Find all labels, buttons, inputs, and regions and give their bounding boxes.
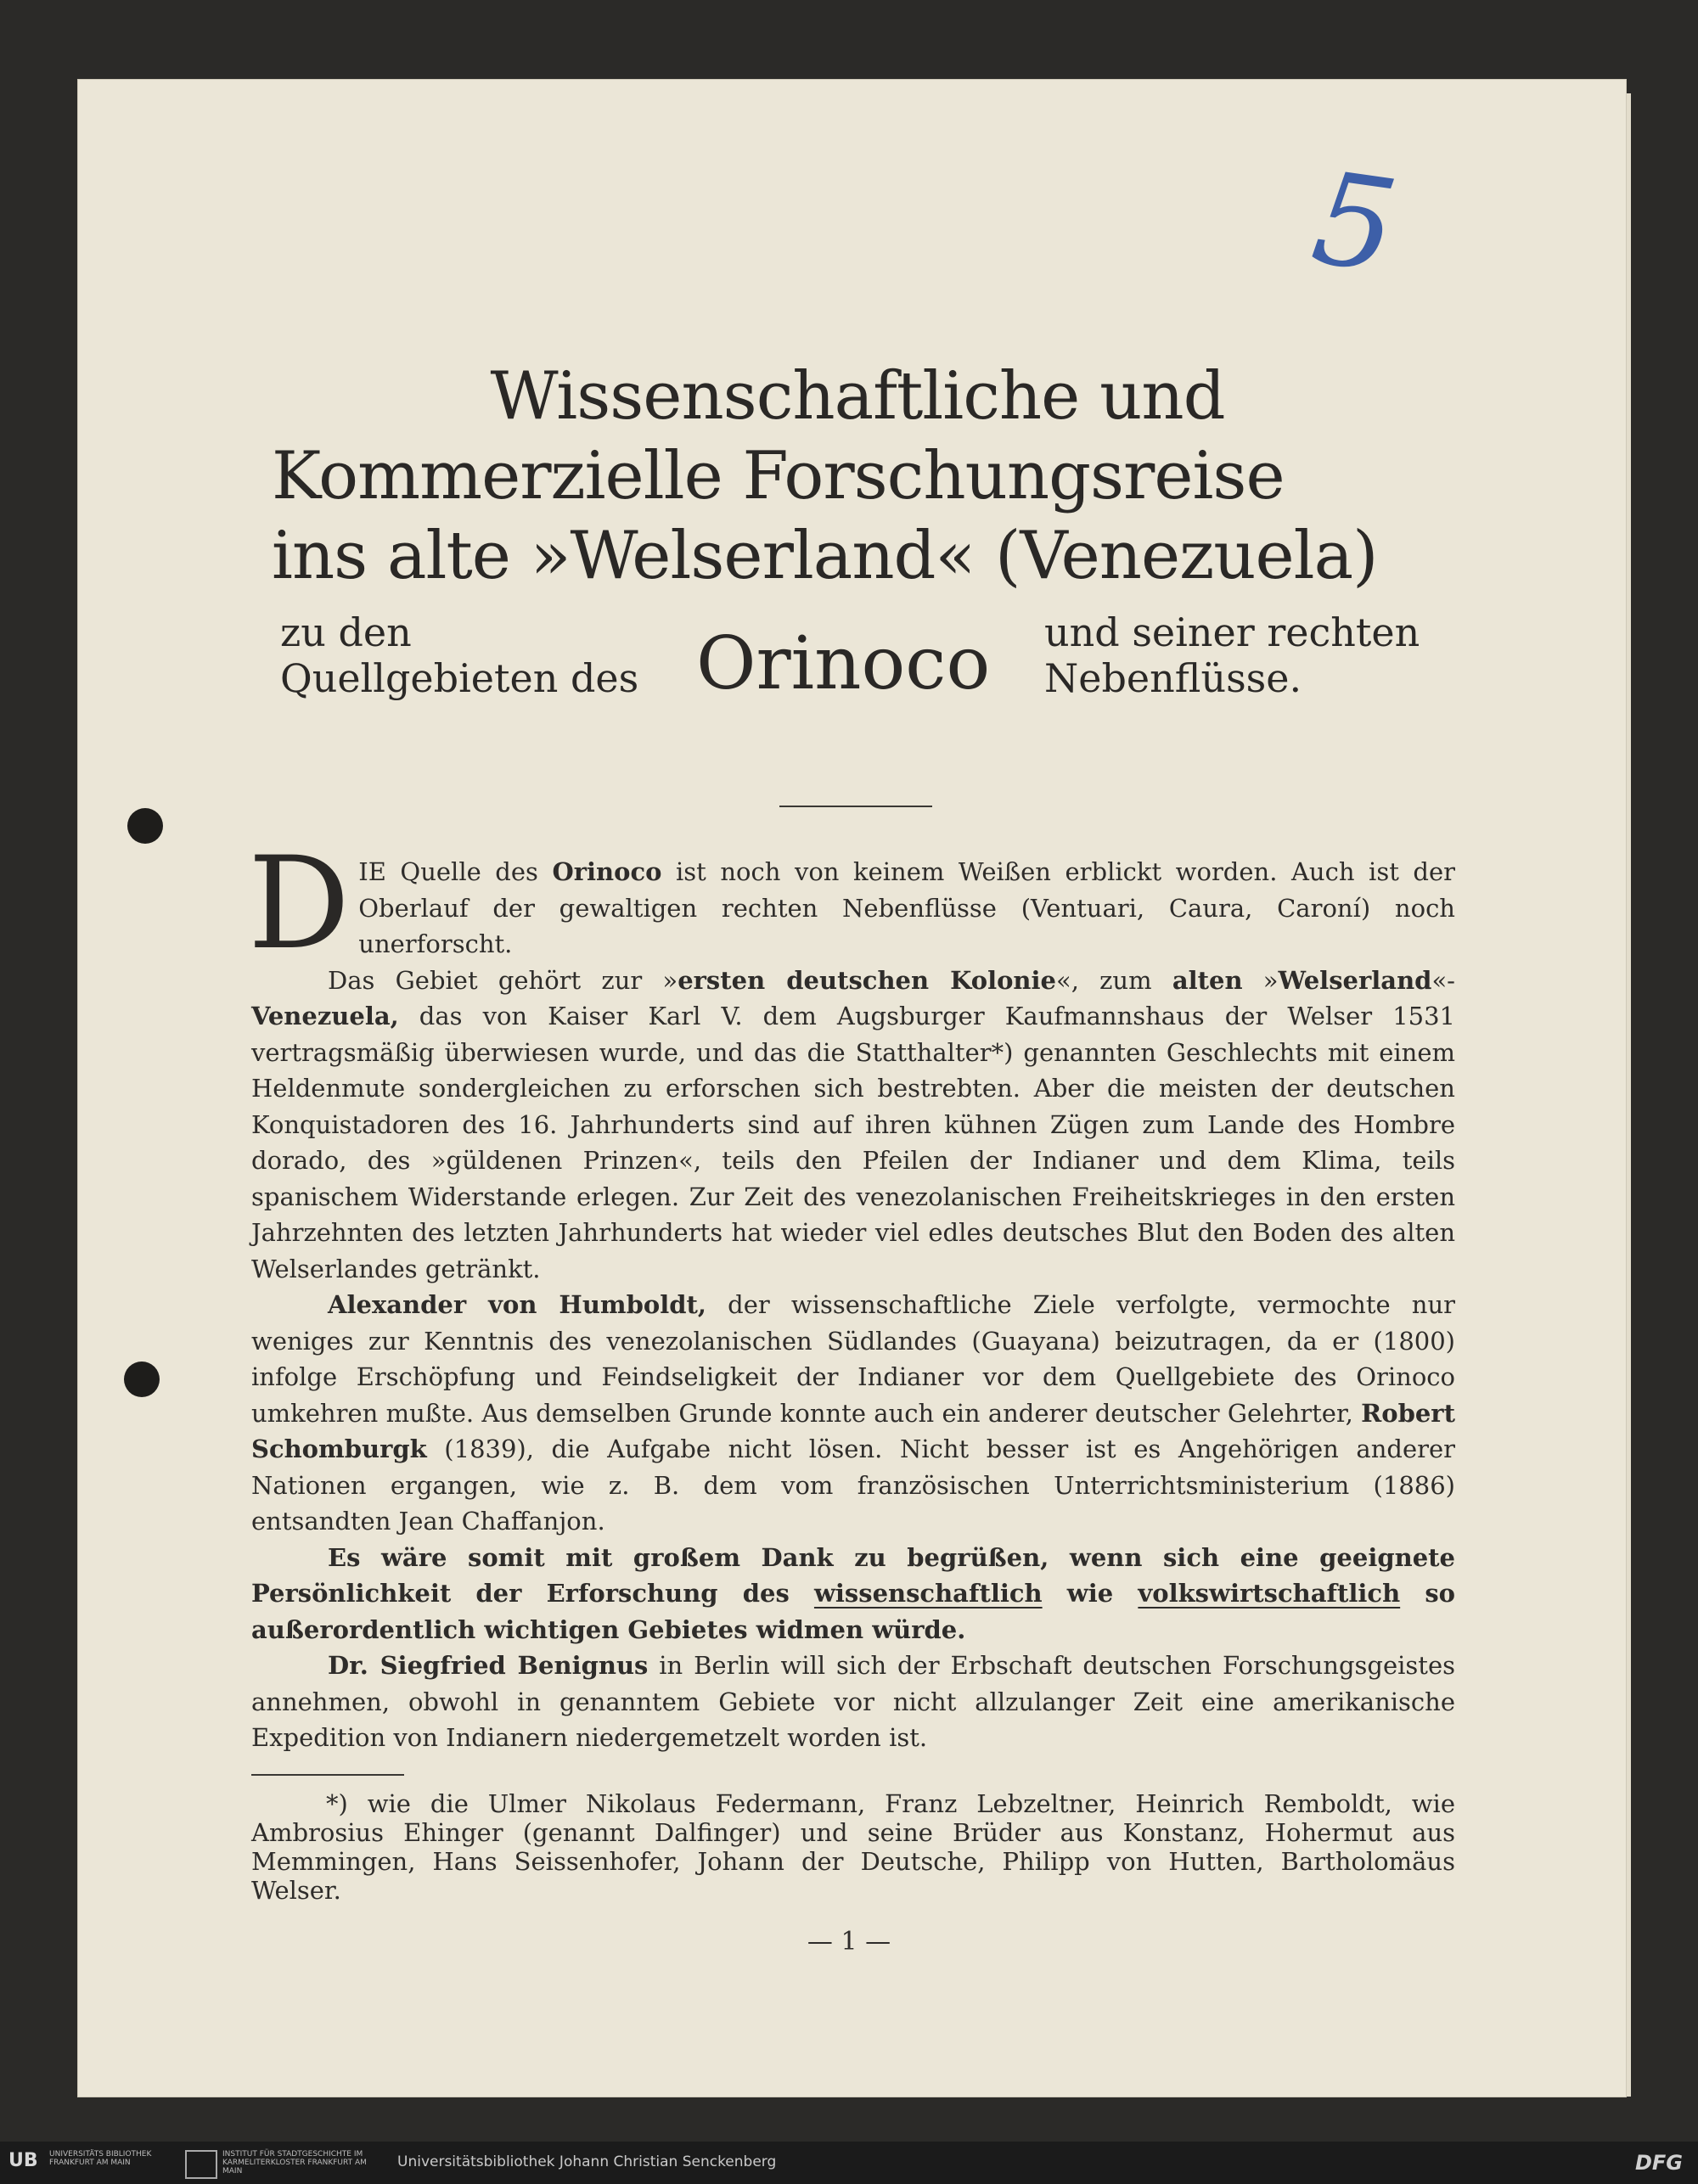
punch-hole-upper	[127, 808, 163, 844]
p2-text-g: «-	[1431, 965, 1455, 995]
p1-text-a: IE Quelle des	[358, 857, 553, 886]
p2-alten: alten	[1172, 965, 1243, 995]
p3-text-b: der wissenschaftliche Ziele verfolgte, vermochte nur weniges zur Kenntnis des venezolanischen Südlandes (Guayana) beizutragen, da er (1800) infolge Erschöpfung und Feindseligkeit der Indianer vor dem Quellgebiete des Orinoco umkehren mußte. Aus demselben Grunde konnte auch ein anderer deutscher Gelehrter,	[251, 1290, 1456, 1428]
subtitle-right	[1044, 609, 1420, 701]
p2-text-e: »	[1242, 965, 1279, 995]
title-divider	[779, 806, 932, 807]
footnote: *) wie die Ulmer Nikolaus Federmann, Franz Lebzeltner, Heinrich Remboldt, wie Ambrosius Ehinger (genannt Dalfinger) und seine Brüder aus Konstanz, Hohermut aus Memmingen, Hans Seissenhofer, Johann der Deutsche, Philipp von Hutten, Bartholomäus Welser.	[251, 1789, 1455, 1905]
p4-text-c: wie	[1042, 1579, 1139, 1608]
subtitle-orinoco: Orinoco	[696, 621, 991, 706]
p4-volkswirtschaftlich: volkswirtschaftlich	[1138, 1579, 1401, 1608]
p1-orinoco: Orinoco	[552, 857, 662, 886]
title-line-3: ins alte »Welserland« (Venezuela)	[272, 518, 1378, 594]
p2-text-c: «, zum	[1055, 965, 1172, 995]
p4-text-e: so außerordentlich wichtigen Gebietes widmen würde.	[251, 1579, 1455, 1644]
isg-logo-subtitle: INSTITUT FÜR STADTGESCHICHTE IM KARMELITERKLOSTER FRANKFURT AM MAIN	[222, 2150, 367, 2176]
p3-humboldt: Alexander von Humboldt,	[328, 1290, 707, 1319]
page-number: — 1 —	[807, 1927, 891, 1957]
title-line-1: Wissenschaftliche und	[490, 358, 1225, 435]
viewer-footer	[0, 2142, 1698, 2184]
p2-welserland: Welserland	[1278, 965, 1432, 995]
institution-name: Universitätsbibliothek Johann Christian Senckenberg	[397, 2153, 777, 2170]
footnote-divider	[251, 1774, 404, 1776]
paragraph-4	[251, 1540, 1455, 1648]
p2-text-i: das von Kaiser Karl V. dem Augsburger Kaufmannshaus der Welser 1531 vertragsmäßig überwiesen wurde, und das die Statthalter*) genannten Geschlechts mit einem Heldenmute sondergleichen zu erforschen sich bestrebten. Aber die meisten der deutschen Konquistadoren des 16. Jahrhunderts sind auf ihren kühnen Zügen zum Lande des Hombre dorado, des »güldenen Prinzen«, teils den Pfeilen der Indianer und dem Klima, teils spanischem Widerstande erlegen. Zur Zeit des venezolanischen Freiheitskrieges in den ersten Jahrzehnten des letzten Jahrhunderts hat wieder viel edles deutsches Blut den Boden des alten Welserlandes getränkt.	[251, 1002, 1455, 1283]
document-title	[272, 357, 1443, 720]
p2-venezuela: Venezuela,	[251, 1002, 399, 1030]
subtitle-left	[280, 609, 638, 701]
drop-cap: D	[248, 830, 351, 978]
paragraph-1	[248, 830, 1455, 978]
paragraph-3	[251, 1287, 1455, 1540]
p1-text-c: ist noch von keinem Weißen erblickt worden. Auch ist der Oberlauf der gewaltigen rechten Nebenflüsse (Ventuari, Caura, Caroní) noch unerforscht.	[358, 857, 1455, 958]
isg-logo-icon[interactable]	[185, 2150, 217, 2179]
p2-kolonie: ersten deutschen Kolonie	[678, 965, 1056, 995]
paragraph-2	[251, 963, 1455, 1288]
p4-wissenschaftlich: wissenschaftlich	[813, 1579, 1043, 1608]
p3-schomburgk: Robert Schomburgk	[251, 1398, 1455, 1463]
body-text	[248, 830, 1456, 1756]
p4-text-a: Es wäre somit mit großem Dank zu begrüßen, wenn sich eine geeignete Persönlichkeit der Erforschung des	[251, 1542, 1455, 1608]
ub-logo[interactable]: UB	[8, 2150, 38, 2171]
subtitle-right-line-2: Nebenflüsse.	[1044, 655, 1302, 701]
subtitle-right-line-1: und seiner rechten	[1044, 609, 1420, 655]
punch-hole-lower	[124, 1361, 160, 1397]
dfg-logo[interactable]: DFG	[1634, 2151, 1683, 2175]
p3-text-d: (1839), die Aufgabe nicht lösen. Nicht besser ist es Angehörigen anderer Nationen ergangen, wie z. B. dem vom französischen Unterrichtsministerium (1886) entsandten Jean Chaffanjon.	[251, 1434, 1455, 1536]
subtitle-left-line-1: zu den	[280, 609, 412, 655]
p5-text-b: in Berlin will sich der Erbschaft deutschen Forschungsgeistes annehmen, obwohl in genanntem Gebiete vor nicht allzulanger Zeit eine amerikanische Expedition von Indianern niedergemetzelt worden ist.	[251, 1651, 1456, 1752]
title-line-2: Kommerzielle Forschungsreise	[272, 438, 1285, 514]
handwritten-page-mark: 5	[1304, 144, 1406, 302]
subtitle-left-line-2: Quellgebieten des	[280, 655, 639, 701]
p2-text-a: Das Gebiet gehört zur »	[328, 965, 678, 995]
ub-logo-subtitle: UNIVERSITÄTS BIBLIOTHEK FRANKFURT AM MAIN	[49, 2150, 152, 2167]
subtitle-row	[272, 601, 1443, 720]
p5-benignus: Dr. Siegfried Benignus	[328, 1651, 649, 1680]
paragraph-5	[251, 1648, 1455, 1756]
